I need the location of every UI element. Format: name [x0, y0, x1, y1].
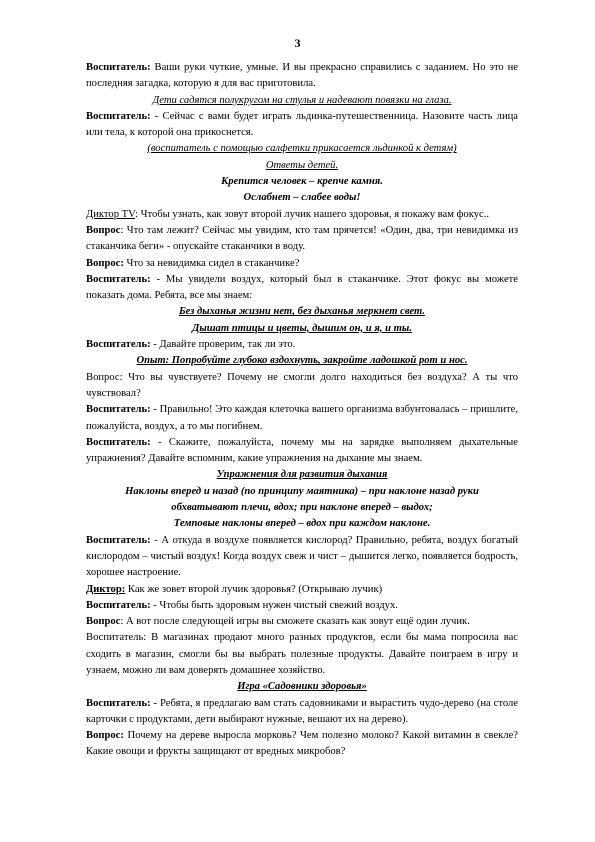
paragraph-text: Как же зовет второй лучик здоровья? (Открываю лучик): [125, 583, 383, 595]
dialogue-paragraph: [86, 435, 518, 468]
poem-line: Без дыханья жизни нет, без дыханья меркнет свет.: [178, 306, 426, 318]
document-body: [86, 60, 518, 761]
paragraph-text: - Сейчас с вами будет играть льдинка-путешественница. Назовите часть лица или тела, к которой она прикоснется.: [86, 110, 518, 139]
speaker-label: Воспитатель:: [86, 599, 151, 611]
exercise-line: Наклоны вперед и назад (по принципу маятника) – при наклоне назад руки: [125, 485, 479, 497]
paragraph-text: Вопрос: Что вы чувствуете? Почему не смогли долго находиться без воздуха? А ты что чувствовал?: [86, 371, 518, 399]
paragraph-text: - Мы увидели воздух, который был в стаканчике. Этот фокус вы можете показать дома. Ребята, все мы знаем:: [86, 273, 518, 302]
dialogue-paragraph: [86, 582, 518, 598]
stage-direction: Дети садятся полукругом на стулья и надевают повязки на глаза.: [152, 94, 452, 106]
dialogue-paragraph: [86, 223, 518, 256]
paragraph-text: - Чтобы быть здоровым нужен чистый свежий воздух.: [150, 599, 398, 611]
paragraph-text: Ваши руки чуткие, умные. И вы прекрасно справились с заданием. Но это не последняя загадка, которую я для вас приготовила.: [86, 62, 518, 90]
proverb-line: Крепится человек – крепче камня.: [221, 176, 383, 188]
paragraph-text: - А откуда в воздухе появляется кислород? Правильно, ребята, воздух богатый кислородом – чистый воздух! Когда воздух свеж и чист – дышится легко, появляется бодрость, хорошее настроение.: [86, 534, 518, 579]
dialogue-paragraph: [86, 598, 518, 614]
speaker-label: Вопрос:: [86, 257, 124, 269]
speaker-label: Воспитатель:: [86, 273, 151, 285]
paragraph-text: - Ребята, я предлагаю вам стать садовниками и вырастить чудо-дерево (на столе карточки с продуктами, дети выбирают нужные, вешают их на дерево).: [86, 697, 518, 725]
dialogue-paragraph: [86, 60, 518, 93]
paragraph-text: - Правильно! Это каждая клеточка вашего организма взбунтовалась – пришлите, пожалуйста, воздух, а то мы погибнем.: [86, 404, 518, 432]
stage-direction: Ответы детей.: [265, 159, 339, 171]
dialogue-paragraph: [86, 337, 518, 353]
paragraph-text: : Что там лежит? Сейчас мы увидим, кто там прячется! «Один, два, три невидимка из стаканчика беги» - опускайте стаканчики в воду.: [86, 224, 518, 253]
dialogue-paragraph: [86, 256, 518, 272]
stage-direction: (воспитатель с помощью салфетки прикасается льдинкой к детям): [147, 143, 457, 155]
speaker-label: Воспитатель:: [86, 339, 151, 351]
paragraph-text: Воспитатель: В магазинах продают много разных продуктов, если бы мама попросила вас сходить в магазин, смогли бы вы выбрать полезные продукты. Давайте поиграем в игру и узнаем, можно ли вам доверять домашнее хозяйство.: [86, 632, 518, 676]
page-number: 3: [294, 36, 301, 50]
dialogue-paragraph: [86, 728, 518, 761]
speaker-label: Воспитатель:: [86, 62, 151, 73]
experiment-heading: Опыт: Попробуйте глубоко вздохнуть, закройте ладошкой рот и нос.: [136, 355, 468, 367]
speaker-label: Вопрос: [86, 616, 121, 628]
speaker-label: Воспитатель:: [86, 697, 151, 709]
dialogue-paragraph: [86, 207, 518, 223]
dialogue-paragraph: [86, 402, 518, 435]
speaker-label: Диктор:: [86, 583, 126, 595]
section-heading: Упражнения для развития дыхания: [216, 469, 388, 481]
paragraph-text: - Давайте проверим, так ли это.: [150, 339, 296, 351]
dialogue-paragraph: [86, 696, 518, 729]
game-heading: Игра «Садовники здоровья»: [237, 681, 367, 693]
speaker-label: Воспитатель:: [86, 110, 151, 122]
proverb-line: Ослабнет – слабее воды!: [243, 192, 361, 204]
exercise-line: Темповые наклоны вперед – вдох при каждом наклоне.: [173, 518, 431, 530]
paragraph-text: - Скажите, пожалуйста, почему мы на зарядке выполняем дыхательные упражнения? Давайте вспомним, какие упражнения на дыхание мы знаем.: [86, 436, 518, 465]
poem-line: Дышат птицы и цветы, дышим он, и я, и ты.: [192, 322, 412, 334]
speaker-label: Вопрос:: [86, 730, 124, 742]
paragraph-text: : Чтобы узнать, как зовут второй лучик нашего здоровья, я покажу вам фокус..: [134, 208, 490, 220]
speaker-label: Воспитатель:: [86, 436, 151, 448]
dialogue-paragraph: [86, 109, 518, 142]
dialogue-paragraph: [86, 272, 518, 305]
dialogue-paragraph: [86, 533, 518, 582]
dialogue-paragraph: [86, 614, 518, 630]
speaker-label: Вопрос: [86, 224, 121, 236]
speaker-label: Диктор TV: [86, 208, 135, 220]
speaker-label: Воспитатель:: [86, 534, 151, 546]
speaker-label: Воспитатель:: [86, 404, 151, 416]
paragraph-text: Почему на дереве выросла морковь? Чем полезно молоко? Какой витамин в свекле? Какие овощи и фрукты защищают от вредных микробов?: [86, 730, 518, 758]
paragraph-text: Что за невидимка сидел в стаканчике?: [123, 257, 300, 269]
exercise-line: обхватывают плечи, вдох; при наклоне вперед – выдох;: [171, 502, 433, 514]
paragraph-text: : А вот после следующей игры вы сможете сказать как зовут ещё один лучик.: [120, 616, 470, 628]
